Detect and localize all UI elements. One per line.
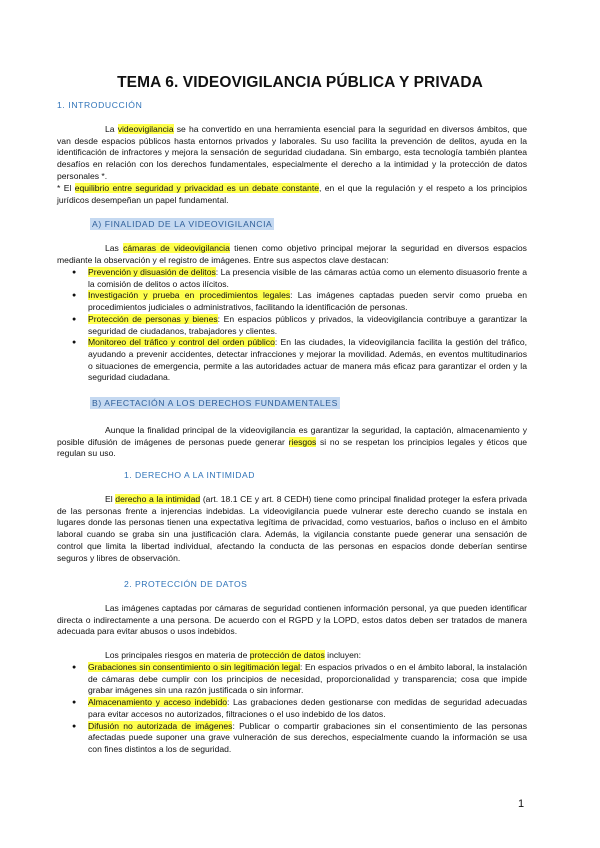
list-item <box>64 662 527 697</box>
intro-heading: 1. INTRODUCCIÓN <box>57 100 143 110</box>
section-a-text-pre: Las <box>105 243 124 253</box>
list-item-highlight: Investigación y prueba en procedimientos legales <box>88 290 291 301</box>
section-b-heading-text: B) AFECTACIÓN A LOS DERECHOS FUNDAMENTALES <box>92 398 338 408</box>
subsection-2-risks-intro <box>57 650 527 662</box>
page-number: 1 <box>518 798 525 810</box>
list-item-text: : Publicar o compartir grabaciones sin el consentimiento de las personas afectadas puede suponer una grave vulneración de sus derechos, especialmente cuando la información se usa con fines distintos a los de seguridad. <box>88 720 527 754</box>
subsection-1-paragraph <box>57 494 527 564</box>
list-item <box>64 267 527 290</box>
list-item-highlight: Almacenamiento y acceso indebido <box>88 697 227 708</box>
list-item <box>64 337 527 384</box>
list-item-highlight: Prevención y disuasión de delitos <box>88 267 216 277</box>
list-item-highlight: Grabaciones sin consentimiento o sin legitimación legal <box>88 662 301 672</box>
section-b-heading <box>90 398 340 410</box>
subsection-1-heading: 1. DERECHO A LA INTIMIDAD <box>124 470 255 480</box>
section-a-text-post: tienen como objetivo principal mejorar la seguridad en diversos espacios mediante la observación y el registro de imágenes. Entre sus aspectos clave destacan: <box>57 243 527 265</box>
intro-note <box>57 183 527 206</box>
section-b-text-pre: Aunque la finalidad principal de la videovigilancia es garantizar la seguridad, la captación, almacenamiento y posible difusión de imágenes de personas puede generar <box>57 425 527 447</box>
note-text-post: , en el que la regulación y el respeto a los principios jurídicos desempeñan un papel fundamental. <box>57 183 528 205</box>
risks-text-pre: Los principales riesgos en materia de <box>105 650 250 660</box>
section-b-paragraph <box>57 425 527 460</box>
list-item-highlight: Protección de personas y bienes <box>88 313 218 324</box>
intro-text-pre: La <box>105 124 118 134</box>
list-item-text: : En espacios públicos y privados, la videovigilancia contribuye a garantizar la seguridad de ciudadanos, trabajadores y clientes. <box>88 313 527 336</box>
section-b-highlight: riesgos <box>288 436 317 447</box>
sub1-text-pre: El <box>105 494 116 504</box>
list-item <box>64 290 527 313</box>
section-b-text-post: si no se respetan los principios legales y éticos que regulan su uso. <box>57 436 527 459</box>
list-item-text: : Las imágenes captadas pueden servir como prueba en procedimientos judiciales o administrativos, facilitando la identificación de personas. <box>88 290 527 313</box>
document-title: TEMA 6. VIDEOVIGILANCIA PÚBLICA Y PRIVADA <box>117 74 483 91</box>
intro-highlight: videovigilancia <box>117 124 174 134</box>
section-a-list <box>64 267 527 384</box>
section-a-heading-text: A) FINALIDAD DE LA VIDEOVIGILANCIA <box>92 219 273 229</box>
sub1-text-post: (art. 18.1 CE y art. 8 CEDH) tiene como principal finalidad proteger la esfera privada de las personas frente a injerencias indebidas. La videovigilancia puede vulnerar este derecho cuando se instala en lugares donde las personas tienen una expectativa legítima de privacidad, como vestuarios, baños o incluso en el ámbito laboral cuando se graba sin una justificación clara. Además, la vigilancia constante puede generar una sensación de control que limita la libertad individual, afectando la conducta de las personas en espacios donde deberían sentirse seguros y libres de observación. <box>57 494 527 563</box>
list-item <box>64 697 527 720</box>
list-item-text: : En espacios privados o en el ámbito laboral, la instalación de cámaras debe cumplir con los principios de necesidad, proporcionalidad y transparencia; cosa que impide grabar imágenes sin una razón justificada o sin informar. <box>88 662 527 696</box>
list-item <box>64 721 527 756</box>
list-item-highlight: Monitoreo del tráfico y control del orden público <box>88 337 275 348</box>
section-a-paragraph <box>57 243 527 266</box>
list-item-text: : La presencia visible de las cámaras actúa como un elemento disuasorio frente a la comisión de delitos o actos ilícitos. <box>88 267 527 289</box>
section-a-heading <box>90 219 274 231</box>
subsection-2-heading: 2. PROTECCIÓN DE DATOS <box>124 579 248 589</box>
list-item-highlight: Difusión no autorizada de imágenes <box>88 720 233 731</box>
list-item-text: : Las grabaciones deden gestionarse con medidas de seguridad adecuadas para evitar accesos no autorizados, filtraciones o el uso indebido de los datos. <box>88 697 527 719</box>
intro-paragraph <box>57 124 527 183</box>
subsection-2-paragraph: Las imágenes captadas por cámaras de seguridad contienen información personal, ya que pueden identificar directa o indirectamente a una persona. De acuerdo con el RGPD y la LOPD, estos datos deben ser tratados de manera adecuada para evitar abusos o usos indebidos. <box>57 603 527 637</box>
subsection-2-list <box>64 662 527 756</box>
list-item-text: : En las ciudades, la videovigilancia facilita la gestión del tráfico, ayudando a prevenir accidentes, detectar infracciones y mejorar la movilidad. Además, en eventos multitudinarios o situaciones de emergencia, permite a las autoridades actuar de manera más eficaz para garantizar el orden y la seguridad ciudadana. <box>88 337 527 383</box>
note-text-pre: * El <box>57 183 75 193</box>
section-a-highlight: cámaras de videovigilancia <box>123 243 230 253</box>
list-item <box>64 314 527 337</box>
sub1-highlight: derecho a la intimidad <box>115 494 201 504</box>
risks-highlight: protección de datos <box>249 650 325 660</box>
note-highlight: equilibrio entre seguridad y privacidad es un debate constante <box>74 183 319 193</box>
intro-text-post: se ha convertido en una herramienta esencial para la seguridad en diversos ámbitos, que van desde espacios públicos hasta entornos privados y laborales. Su uso facilita la prevención de delitos, ayuda en la identificación de infractores y mejora la sensación de seguridad ciudadana. Sin embargo, esta tecnología también plantea desafíos en relación con los derechos fundamentales, especialmente el derecho a la intimidad y la protección de datos personales *. <box>57 124 527 181</box>
risks-text-post: incluyen: <box>324 650 362 660</box>
